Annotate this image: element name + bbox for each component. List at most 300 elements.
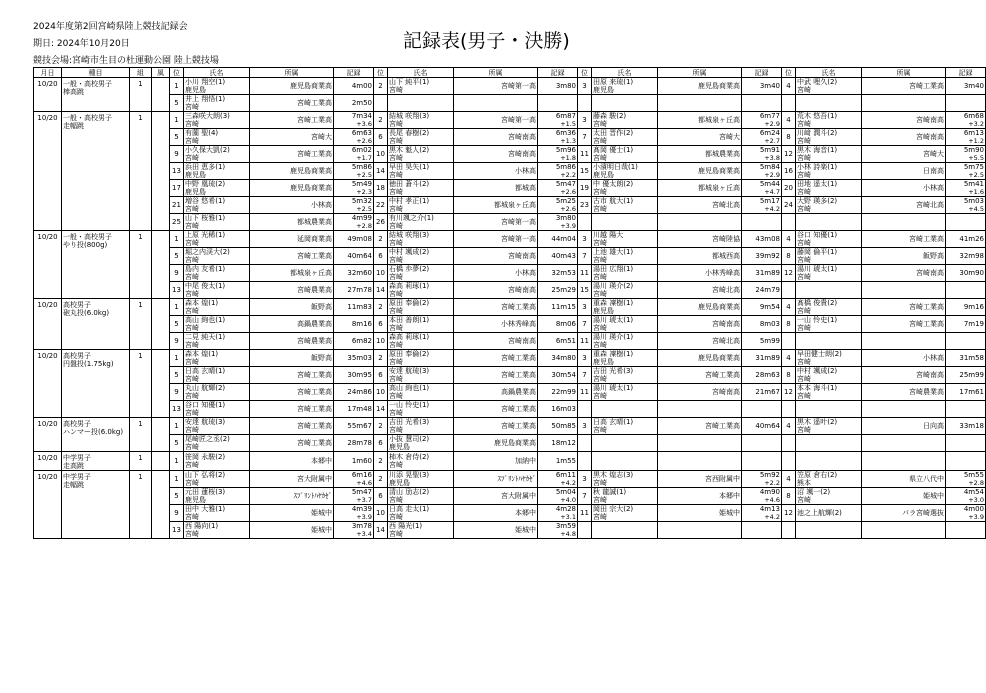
- athlete-cell: [388, 471, 454, 488]
- event-name-line: 一般・高校男子: [63, 80, 112, 88]
- affiliation: 宮崎工業高: [250, 146, 334, 163]
- affiliation: 本郷中: [454, 505, 538, 522]
- place: 3: [578, 471, 592, 488]
- affiliation: 宮西附属中: [658, 471, 742, 488]
- athlete-pref: 宮崎: [797, 273, 811, 281]
- table-row: [34, 384, 986, 401]
- athlete-name: 湯川 瑛介(2): [593, 282, 634, 290]
- athlete-pref: 宮崎: [389, 324, 403, 332]
- record-cell: [538, 367, 578, 384]
- event-name-line: ハンマー投(6.0kg): [63, 428, 124, 436]
- record-mark: 5m49: [351, 180, 372, 188]
- empty-cell: [658, 452, 742, 471]
- affiliation: 都城泉ヶ丘高: [454, 197, 538, 214]
- place: 4: [782, 78, 796, 95]
- athlete-cell: [796, 265, 862, 282]
- column-header: 所属: [454, 68, 538, 78]
- athlete-name: 谷口 知優(1): [797, 231, 838, 239]
- affiliation: 宮崎工業高: [454, 350, 538, 367]
- affiliation: 小林秀峰高: [454, 316, 538, 333]
- empty-cell: [742, 95, 782, 112]
- athlete-name: 川添 晃聖(3): [389, 471, 430, 479]
- column-header: 風: [152, 68, 170, 78]
- record-cell: [334, 112, 374, 129]
- table-row: [34, 78, 986, 95]
- record-mark: 33m18: [959, 422, 984, 430]
- table-row: [34, 401, 986, 418]
- athlete-pref: 宮崎: [185, 443, 199, 451]
- record-cell: [334, 435, 374, 452]
- record-wind: +2.9: [764, 120, 780, 128]
- record-mark: 55m67: [347, 422, 372, 430]
- place: 13: [170, 282, 184, 299]
- athlete-name: 沼 颯一(2): [797, 488, 831, 496]
- athlete-cell: [592, 418, 658, 435]
- empty-cell: [592, 401, 658, 418]
- affiliation: 都城高: [454, 180, 538, 197]
- table-row: [34, 350, 986, 367]
- athlete-name: 徳田 蒼斗(2): [389, 180, 430, 188]
- athlete-pref: 鹿児島: [593, 307, 614, 315]
- record-cell: [334, 78, 374, 95]
- event-date: 10/20: [34, 452, 62, 471]
- athlete-name: 湯川 琥太(1): [593, 384, 634, 392]
- place: 1: [170, 418, 184, 435]
- place: 3: [578, 231, 592, 248]
- place: 10: [374, 505, 388, 522]
- record-wind: +4.6: [764, 496, 780, 504]
- record-mark: 4m99: [351, 214, 372, 222]
- table-row: [34, 367, 986, 384]
- record-cell: [742, 367, 782, 384]
- athlete-name: 湯田 広翔(1): [593, 265, 634, 273]
- affiliation: 宮崎大: [658, 129, 742, 146]
- event-name-line: 走幅跳: [63, 122, 84, 130]
- athlete-pref: 宮崎: [389, 496, 403, 504]
- record-mark: 6m77: [759, 112, 780, 120]
- record-cell: [334, 316, 374, 333]
- record-mark: 3m59: [555, 522, 576, 530]
- table-row: [34, 522, 986, 539]
- table-row: [34, 214, 986, 231]
- place: 10: [374, 265, 388, 282]
- athlete-name: 藤森 駿(2): [593, 112, 627, 120]
- athlete-pref: 宮崎: [389, 461, 403, 469]
- affiliation: 宮崎工業高: [250, 418, 334, 435]
- record-cell: [538, 401, 578, 418]
- athlete-cell: [184, 180, 250, 197]
- athlete-pref: 宮崎: [185, 103, 199, 111]
- athlete-cell: [388, 112, 454, 129]
- athlete-cell: [796, 505, 862, 522]
- event-name-line: 砲丸投(6.0kg): [63, 309, 110, 317]
- record-mark: 40m64: [755, 422, 780, 430]
- record-mark: 5m86: [555, 163, 576, 171]
- empty-cell: [946, 214, 986, 231]
- place: 12: [782, 146, 796, 163]
- athlete-pref: 宮崎: [593, 205, 607, 213]
- place: 6: [374, 248, 388, 265]
- place: 1: [170, 299, 184, 316]
- record-cell: [334, 214, 374, 231]
- place: 10: [374, 146, 388, 163]
- athlete-cell: [184, 299, 250, 316]
- athlete-pref: 宮崎: [185, 137, 199, 145]
- athlete-pref: 宮崎: [593, 392, 607, 400]
- affiliation: 延岡商業高: [250, 231, 334, 248]
- athlete-pref: 宮崎: [389, 273, 403, 281]
- athlete-cell: [592, 146, 658, 163]
- table-body: [34, 78, 986, 539]
- athlete-name: 西 陽向(1): [185, 522, 219, 530]
- empty-cell: [592, 214, 658, 231]
- affiliation: 宮崎工業高: [862, 231, 946, 248]
- record-cell: [946, 265, 986, 282]
- athlete-name: 小林 詩楽(1): [797, 163, 838, 171]
- column-header: 記録: [334, 68, 374, 78]
- record-cell: [334, 367, 374, 384]
- athlete-pref: 宮崎: [185, 358, 199, 366]
- record-mark: 17m48: [347, 405, 372, 413]
- place: 13: [170, 401, 184, 418]
- event-name-line: 棒高跳: [63, 88, 84, 96]
- record-mark: 44m04: [551, 235, 576, 243]
- empty-cell: [862, 452, 946, 471]
- athlete-name: 安達 航琉(3): [389, 367, 430, 375]
- athlete-cell: [796, 299, 862, 316]
- record-cell: [538, 214, 578, 231]
- table-row: [34, 95, 986, 112]
- record-cell: [946, 384, 986, 401]
- athlete-pref: 宮崎: [185, 461, 199, 469]
- record-mark: 5m90: [963, 146, 984, 154]
- athlete-pref: 宮崎: [797, 426, 811, 434]
- record-cell: [334, 488, 374, 505]
- athlete-cell: [796, 112, 862, 129]
- athlete-pref: 宮崎: [389, 409, 403, 417]
- record-wind: +4.2: [764, 205, 780, 213]
- record-mark: 40m64: [347, 252, 372, 260]
- affiliation: 高鍋農業高: [454, 384, 538, 401]
- athlete-name: 黒木 海音(1): [797, 146, 838, 154]
- record-mark: 3m80: [555, 82, 576, 90]
- place: 2: [374, 350, 388, 367]
- event-name: [62, 350, 130, 418]
- place: 6: [374, 129, 388, 146]
- affiliation: 鹿児島商業高: [250, 78, 334, 95]
- table-header-row: [34, 68, 986, 78]
- place: 14: [374, 401, 388, 418]
- record-mark: 6m51: [555, 337, 576, 345]
- place: 6: [374, 367, 388, 384]
- empty-cell: [782, 95, 796, 112]
- record-cell: [742, 299, 782, 316]
- athlete-pref: 宮崎: [797, 120, 811, 128]
- event-name: [62, 418, 130, 452]
- record-mark: 17m61: [959, 388, 984, 396]
- record-wind: +3.9: [560, 222, 576, 230]
- table-row: [34, 146, 986, 163]
- record-cell: [334, 146, 374, 163]
- athlete-cell: [184, 197, 250, 214]
- record-mark: 32m53: [551, 269, 576, 277]
- athlete-cell: [592, 78, 658, 95]
- affiliation: 宮崎工業高: [454, 367, 538, 384]
- affiliation: 宮崎第一高: [454, 214, 538, 231]
- affiliation: 都城農業高: [658, 146, 742, 163]
- athlete-name: 岡田 宗大(2): [593, 505, 634, 513]
- affiliation: 小林高: [862, 180, 946, 197]
- record-mark: 34m80: [551, 354, 576, 362]
- athlete-pref: 宮崎: [797, 154, 811, 162]
- athlete-pref: 鹿児島: [185, 171, 206, 179]
- record-wind: +4.5: [968, 205, 984, 213]
- record-cell: [946, 471, 986, 488]
- affiliation: 宮崎大: [250, 129, 334, 146]
- record-cell: [742, 163, 782, 180]
- affiliation: 飯野高: [862, 248, 946, 265]
- place: 1: [170, 350, 184, 367]
- event-name: [62, 78, 130, 112]
- athlete-cell: [796, 384, 862, 401]
- athlete-cell: [592, 316, 658, 333]
- record-mark: 5m47: [351, 488, 372, 496]
- record-cell: [538, 505, 578, 522]
- record-wind: +2.6: [560, 188, 576, 196]
- empty-cell: [782, 333, 796, 350]
- place: 6: [374, 435, 388, 452]
- record-wind: +1.5: [560, 120, 576, 128]
- athlete-pref: 宮崎: [593, 426, 607, 434]
- place: 2: [374, 112, 388, 129]
- record-cell: [538, 452, 578, 471]
- athlete-pref: 宮崎: [797, 137, 811, 145]
- athlete-pref: 宮崎: [389, 120, 403, 128]
- athlete-cell: [592, 112, 658, 129]
- affiliation: 宮崎南高: [862, 265, 946, 282]
- place: 14: [374, 522, 388, 539]
- affiliation: 鹿児島商業高: [658, 163, 742, 180]
- empty-cell: [742, 452, 782, 471]
- affiliation: 飯野高: [250, 350, 334, 367]
- record-mark: 7m19: [963, 320, 984, 328]
- record-cell: [742, 316, 782, 333]
- record-mark: 30m95: [347, 371, 372, 379]
- athlete-pref: 宮崎: [389, 154, 403, 162]
- athlete-name: 高山 絢也(1): [389, 384, 430, 392]
- record-cell: [538, 350, 578, 367]
- record-wind: +3.7: [356, 496, 372, 504]
- athlete-pref: 宮崎: [593, 375, 607, 383]
- athlete-name: 山下 桜雅(1): [185, 214, 226, 222]
- record-wind: +1.2: [968, 137, 984, 145]
- record-cell: [538, 163, 578, 180]
- athlete-name: 井上 翔悟(1): [185, 95, 226, 103]
- empty-cell: [578, 452, 592, 471]
- column-header: 所属: [862, 68, 946, 78]
- record-mark: 5m92: [759, 471, 780, 479]
- athlete-pref: 宮崎: [593, 496, 607, 504]
- athlete-pref: 宮崎: [389, 171, 403, 179]
- athlete-cell: [796, 350, 862, 367]
- athlete-pref: 宮崎: [185, 392, 199, 400]
- empty-cell: [578, 214, 592, 231]
- record-cell: [538, 522, 578, 539]
- record-cell: [334, 471, 374, 488]
- record-mark: 3m80: [555, 214, 576, 222]
- athlete-name: 中 優太朗(2): [593, 180, 634, 188]
- athlete-name: 太田 晋作(2): [593, 129, 634, 137]
- athlete-pref: 宮崎: [593, 137, 607, 145]
- place: 15: [578, 163, 592, 180]
- affiliation: 飯野高: [250, 299, 334, 316]
- record-wind: +3.8: [764, 154, 780, 162]
- affiliation: 宮崎北高: [862, 197, 946, 214]
- record-mark: 25m29: [551, 286, 576, 294]
- affiliation: 宮崎第一高: [454, 231, 538, 248]
- record-cell: [334, 384, 374, 401]
- record-cell: [946, 180, 986, 197]
- record-mark: 28m78: [347, 439, 372, 447]
- empty-cell: [578, 522, 592, 539]
- event-date: 10/20: [34, 299, 62, 350]
- athlete-cell: [796, 78, 862, 95]
- record-mark: 5m55: [963, 471, 984, 479]
- athlete-cell: [184, 316, 250, 333]
- athlete-cell: [592, 265, 658, 282]
- record-mark: 6m11: [555, 471, 576, 479]
- heat-number: 1: [130, 418, 152, 452]
- record-cell: [742, 505, 782, 522]
- record-cell: [742, 78, 782, 95]
- affiliation: 宮崎南高: [454, 129, 538, 146]
- record-cell: [538, 112, 578, 129]
- athlete-name: 石橋 歩夢(2): [389, 265, 430, 273]
- athlete-cell: [184, 367, 250, 384]
- place: 4: [782, 350, 796, 367]
- affiliation: 姫城中: [250, 522, 334, 539]
- place: 8: [782, 248, 796, 265]
- athlete-cell: [184, 231, 250, 248]
- empty-cell: [454, 95, 538, 112]
- athlete-pref: 宮崎: [389, 375, 403, 383]
- place: 4: [782, 299, 796, 316]
- record-wind: +1.3: [560, 137, 576, 145]
- record-cell: [742, 282, 782, 299]
- place: 11: [578, 146, 592, 163]
- athlete-cell: [388, 401, 454, 418]
- place: 6: [374, 316, 388, 333]
- athlete-name: 上原 光稀(1): [185, 231, 226, 239]
- affiliation: 宮崎農業高: [250, 282, 334, 299]
- heat-number: 1: [130, 112, 152, 231]
- athlete-name: 堀之内渓大(2): [185, 248, 230, 256]
- place: 7: [578, 129, 592, 146]
- place: 10: [374, 384, 388, 401]
- affiliation: 宮崎農業高: [862, 384, 946, 401]
- wind-value: [152, 471, 170, 539]
- event-name-line: 走幅跳: [63, 481, 84, 489]
- athlete-pref: 宮崎: [389, 426, 403, 434]
- athlete-cell: [592, 350, 658, 367]
- athlete-name: 笹岡 永駿(2): [185, 453, 226, 461]
- athlete-cell: [388, 180, 454, 197]
- record-mark: 6m36: [555, 129, 576, 137]
- record-mark: 4m39: [351, 505, 372, 513]
- record-mark: 8m16: [351, 320, 372, 328]
- athlete-cell: [184, 112, 250, 129]
- athlete-cell: [184, 522, 250, 539]
- column-header: 種目: [62, 68, 130, 78]
- athlete-name: 古市 航大(1): [593, 197, 634, 205]
- athlete-name: 森本 煌(1): [185, 350, 219, 358]
- place: 14: [374, 163, 388, 180]
- event-date: 10/20: [34, 471, 62, 539]
- record-mark: 5m25: [555, 197, 576, 205]
- record-mark: 25m99: [959, 371, 984, 379]
- athlete-name: 上池 雄大(1): [593, 248, 634, 256]
- athlete-cell: [184, 505, 250, 522]
- athlete-name: 結城 咲翔(3): [389, 112, 430, 120]
- column-header: 所属: [658, 68, 742, 78]
- athlete-cell: [184, 384, 250, 401]
- athlete-cell: [592, 282, 658, 299]
- athlete-cell: [592, 129, 658, 146]
- affiliation: 姫城中: [862, 488, 946, 505]
- athlete-cell: [388, 367, 454, 384]
- athlete-cell: [184, 350, 250, 367]
- empty-cell: [742, 435, 782, 452]
- athlete-pref: 宮崎: [797, 256, 811, 264]
- athlete-name: 田中 大雅(1): [185, 505, 226, 513]
- place: 24: [782, 197, 796, 214]
- record-mark: 24m79: [755, 286, 780, 294]
- athlete-pref: 宮崎: [593, 256, 607, 264]
- record-cell: [742, 146, 782, 163]
- place: 4: [782, 231, 796, 248]
- column-header: 氏名: [388, 68, 454, 78]
- athlete-name: 大野 瑛多(2): [797, 197, 838, 205]
- record-wind: +1.6: [968, 188, 984, 196]
- place: 7: [578, 316, 592, 333]
- place: 7: [578, 248, 592, 265]
- athlete-cell: [592, 163, 658, 180]
- affiliation: 宮崎陸協: [658, 231, 742, 248]
- affiliation: 宮崎農業高: [250, 333, 334, 350]
- place: 9: [170, 505, 184, 522]
- athlete-name: 川越 陽大: [593, 231, 624, 239]
- place: 11: [578, 505, 592, 522]
- record-mark: 5m17: [759, 197, 780, 205]
- record-cell: [946, 231, 986, 248]
- athlete-pref: 宮崎: [185, 120, 199, 128]
- athlete-cell: [796, 146, 862, 163]
- place: 1: [170, 231, 184, 248]
- athlete-pref: 宮崎: [389, 239, 403, 247]
- athlete-name: 小抜 慧司(2): [389, 435, 430, 443]
- event-date: 10/20: [34, 112, 62, 231]
- column-header: 所属: [250, 68, 334, 78]
- record-wind: +2.9: [764, 171, 780, 179]
- record-cell: [742, 197, 782, 214]
- record-cell: [334, 129, 374, 146]
- affiliation: 宮崎工業高: [862, 78, 946, 95]
- record-wind: +2.8: [968, 479, 984, 487]
- athlete-pref: 宮崎: [389, 86, 403, 94]
- athlete-pref: 宮崎: [185, 530, 199, 538]
- empty-cell: [796, 452, 862, 471]
- affiliation: 宮崎工業高: [658, 418, 742, 435]
